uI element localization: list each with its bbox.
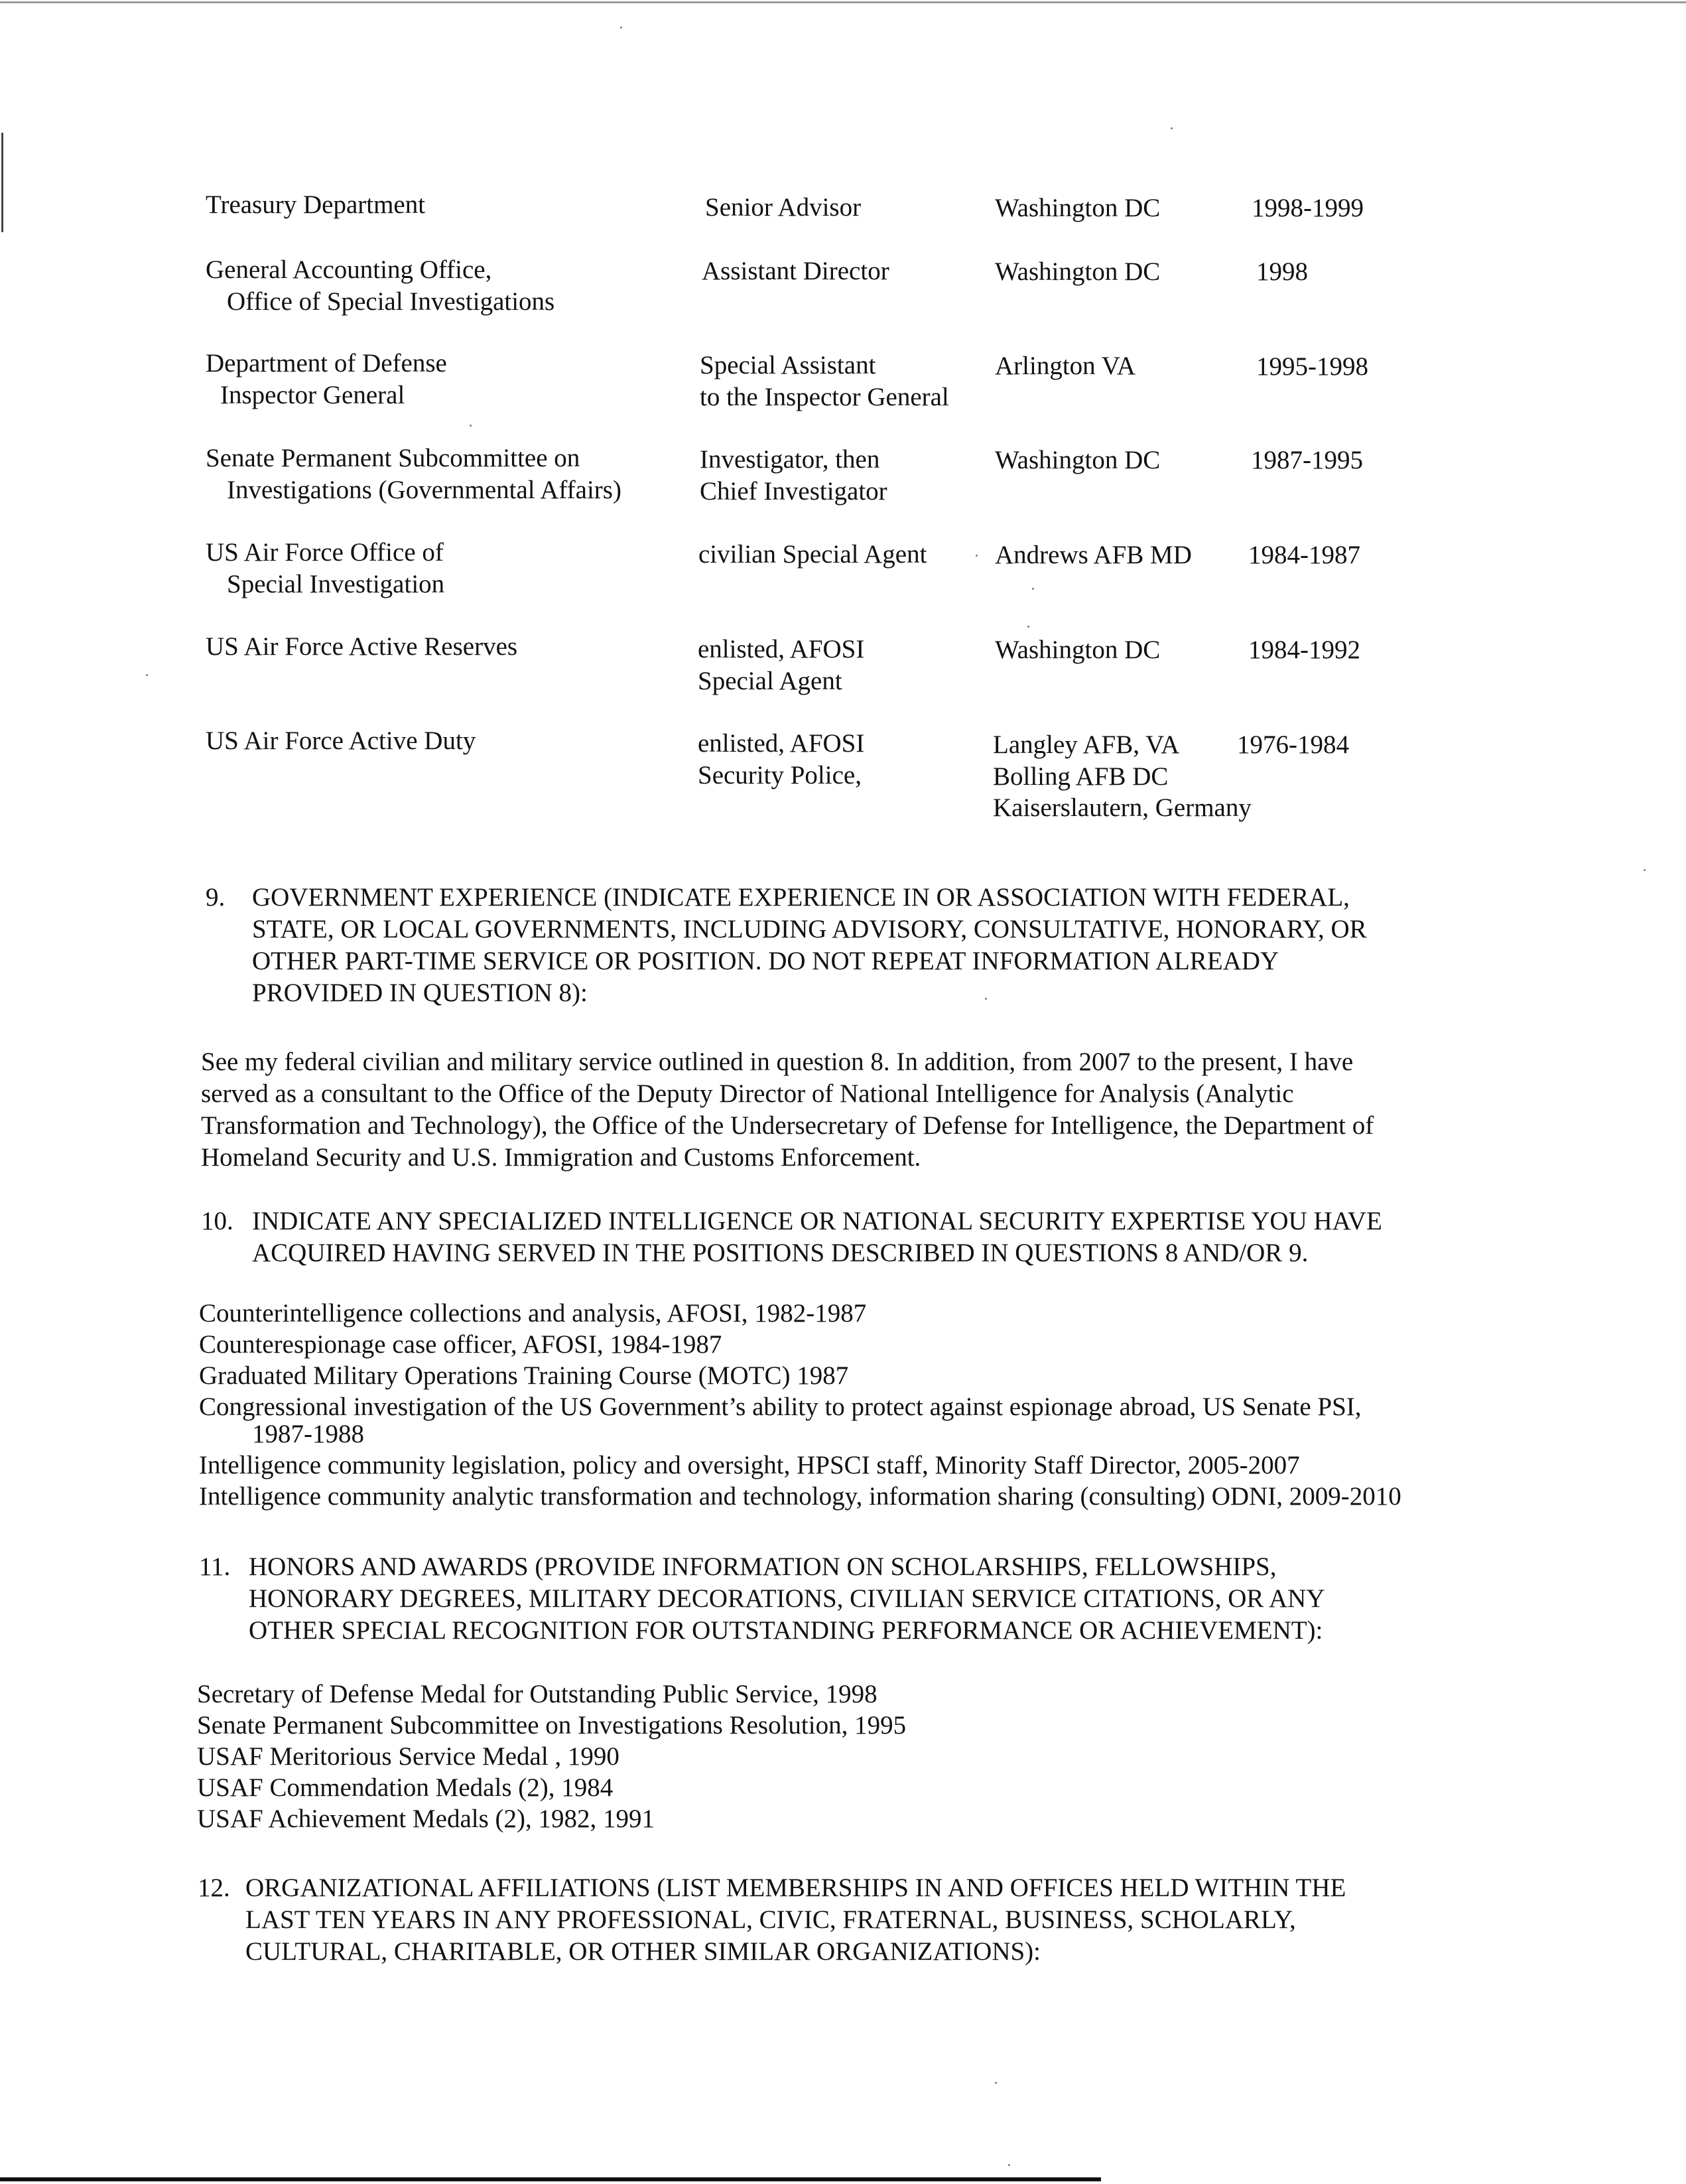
question-text: INDICATE ANY SPECIALIZED INTELLIGENCE OR NATIONAL SECURITY EXPERTISE YOU HAVE ACQUIRED HAVING SERVED IN THE POSITIONS DESCRIBED IN QUESTIONS 8 AND/OR 9. — [252, 1207, 1382, 1267]
location: Andrews AFB MD — [995, 541, 1192, 569]
scan-speck — [1032, 588, 1034, 590]
position: Assistant Director — [702, 257, 889, 285]
years: 1998 — [1256, 257, 1308, 286]
employer: Department of Defense Inspector General — [206, 349, 447, 409]
question-number: 9. — [206, 883, 226, 912]
employer: US Air Force Active Duty — [206, 726, 476, 755]
question-text: HONORS AND AWARDS (PROVIDE INFORMATION ON SCHOLARSHIPS, FELLOWSHIPS, HONORARY DEGREES, MILITARY DECORATIONS, CIVILIAN SERVICE CITATIONS, OR ANY OTHER SPECIAL RECOGNITION FOR OUTSTANDING PERFORMANCE OR ACHIEVEMENT): — [249, 1552, 1325, 1645]
scan-speck — [1644, 869, 1646, 871]
list-item: Intelligence community legislation, policy and oversight, HPSCI staff, Minority Staff Director, 2005-2007 — [199, 1451, 1300, 1479]
question-number: 12. — [198, 1874, 230, 1902]
years: 1984-1987 — [1248, 541, 1360, 569]
employer: Senate Permanent Subcommittee on Investigations (Governmental Affairs) — [206, 444, 621, 504]
location: Langley AFB, VA Bolling AFB DC Kaiserslautern, Germany — [993, 730, 1252, 823]
position: enlisted, AFOSI Special Agent — [698, 635, 865, 695]
list-item: Intelligence community analytic transformation and technology, information sharing (consulting) ODNI, 2009-2010 — [199, 1482, 1401, 1511]
position: Senior Advisor — [705, 193, 862, 222]
question-number: 10. — [201, 1207, 233, 1235]
list-item: Senate Permanent Subcommittee on Investigations Resolution, 1995 — [197, 1711, 907, 1740]
question-text: GOVERNMENT EXPERIENCE (INDICATE EXPERIENCE IN OR ASSOCIATION WITH FEDERAL, STATE, OR LOCAL GOVERNMENTS, INCLUDING ADVISORY, CONSULTATIVE, HONORARY, OR OTHER PART-TIME SERVICE OR POSITION. DO NOT REPEAT INFORMATION ALREADY PROVIDED IN QUESTION 8): — [252, 883, 1367, 1007]
answer-paragraph: See my federal civilian and military service outlined in question 8. In addition, from 2007 to the present, I have served as a consultant to the Office of the Deputy Director of National Intelligence for Analysis (Analytic Transformation and Technology), the Office of the Undersecretary of Defense for Intelligence, the Department of Homeland Security and U.S. Immigration and Customs Enforcement. — [201, 1048, 1374, 1172]
list-item: USAF Commendation Medals (2), 1984 — [197, 1773, 614, 1802]
years: 1998-1999 — [1252, 194, 1364, 222]
scan-speck — [1008, 2164, 1010, 2166]
list-item: USAF Meritorious Service Medal , 1990 — [197, 1742, 619, 1771]
employer: General Accounting Office, Office of Special Investigations — [206, 255, 555, 316]
location: Washington DC — [995, 636, 1161, 664]
list-item: Secretary of Defense Medal for Outstanding Public Service, 1998 — [197, 1680, 877, 1708]
scan-top-edge — [0, 1, 1686, 3]
location: Washington DC — [995, 194, 1161, 222]
employer: US Air Force Active Reserves — [206, 632, 518, 661]
position: enlisted, AFOSI Security Police, — [698, 729, 865, 789]
years: 1987-1995 — [1251, 446, 1363, 474]
scan-speck — [620, 27, 622, 29]
location: Washington DC — [995, 257, 1161, 286]
scan-speck — [1027, 626, 1029, 628]
list-item: Graduated Military Operations Training Course (MOTC) 1987 — [199, 1361, 849, 1390]
scan-speck — [146, 674, 148, 676]
employer: Treasury Department — [206, 190, 426, 219]
scan-speck — [470, 425, 472, 427]
position: Investigator, then Chief Investigator — [700, 445, 887, 506]
list-item: Counterintelligence collections and analysis, AFOSI, 1982-1987 — [199, 1299, 867, 1328]
years: 1984-1992 — [1248, 636, 1360, 664]
years: 1976-1984 — [1237, 730, 1349, 759]
scan-speck — [985, 998, 987, 1000]
scan-bottom-edge — [0, 2177, 1101, 2181]
position: Special Assistant to the Inspector General — [700, 351, 949, 411]
expertise-list — [199, 1298, 1401, 1512]
position: civilian Special Agent — [698, 540, 927, 569]
list-item: Congressional investigation of the US Government’s ability to protect against espionage abroad, US Senate PSI, — [199, 1393, 1362, 1421]
scan-left-mark — [1, 133, 3, 232]
list-item-continuation: 1987-1988 — [252, 1420, 364, 1448]
scan-speck — [976, 555, 978, 557]
question-number: 11. — [199, 1552, 231, 1581]
employer: US Air Force Office of Special Investigation — [206, 538, 445, 598]
question-text: ORGANIZATIONAL AFFILIATIONS (LIST MEMBERSHIPS IN AND OFFICES HELD WITHIN THE LAST TEN YEARS IN ANY PROFESSIONAL, CIVIC, FRATERNAL, BUSINESS, SCHOLARLY, CULTURAL, CHARITABLE, OR OTHER SIMILAR ORGANIZATIONS): — [245, 1874, 1346, 1966]
scan-speck — [995, 2082, 997, 2084]
scan-speck — [1171, 127, 1173, 129]
honors-list — [197, 1678, 906, 1834]
list-item: USAF Achievement Medals (2), 1982, 1991 — [197, 1805, 655, 1833]
years: 1995-1998 — [1256, 352, 1368, 381]
location: Washington DC — [995, 446, 1161, 474]
location: Arlington VA — [995, 352, 1136, 380]
list-item: Counterespionage case officer, AFOSI, 1984-1987 — [199, 1330, 722, 1359]
